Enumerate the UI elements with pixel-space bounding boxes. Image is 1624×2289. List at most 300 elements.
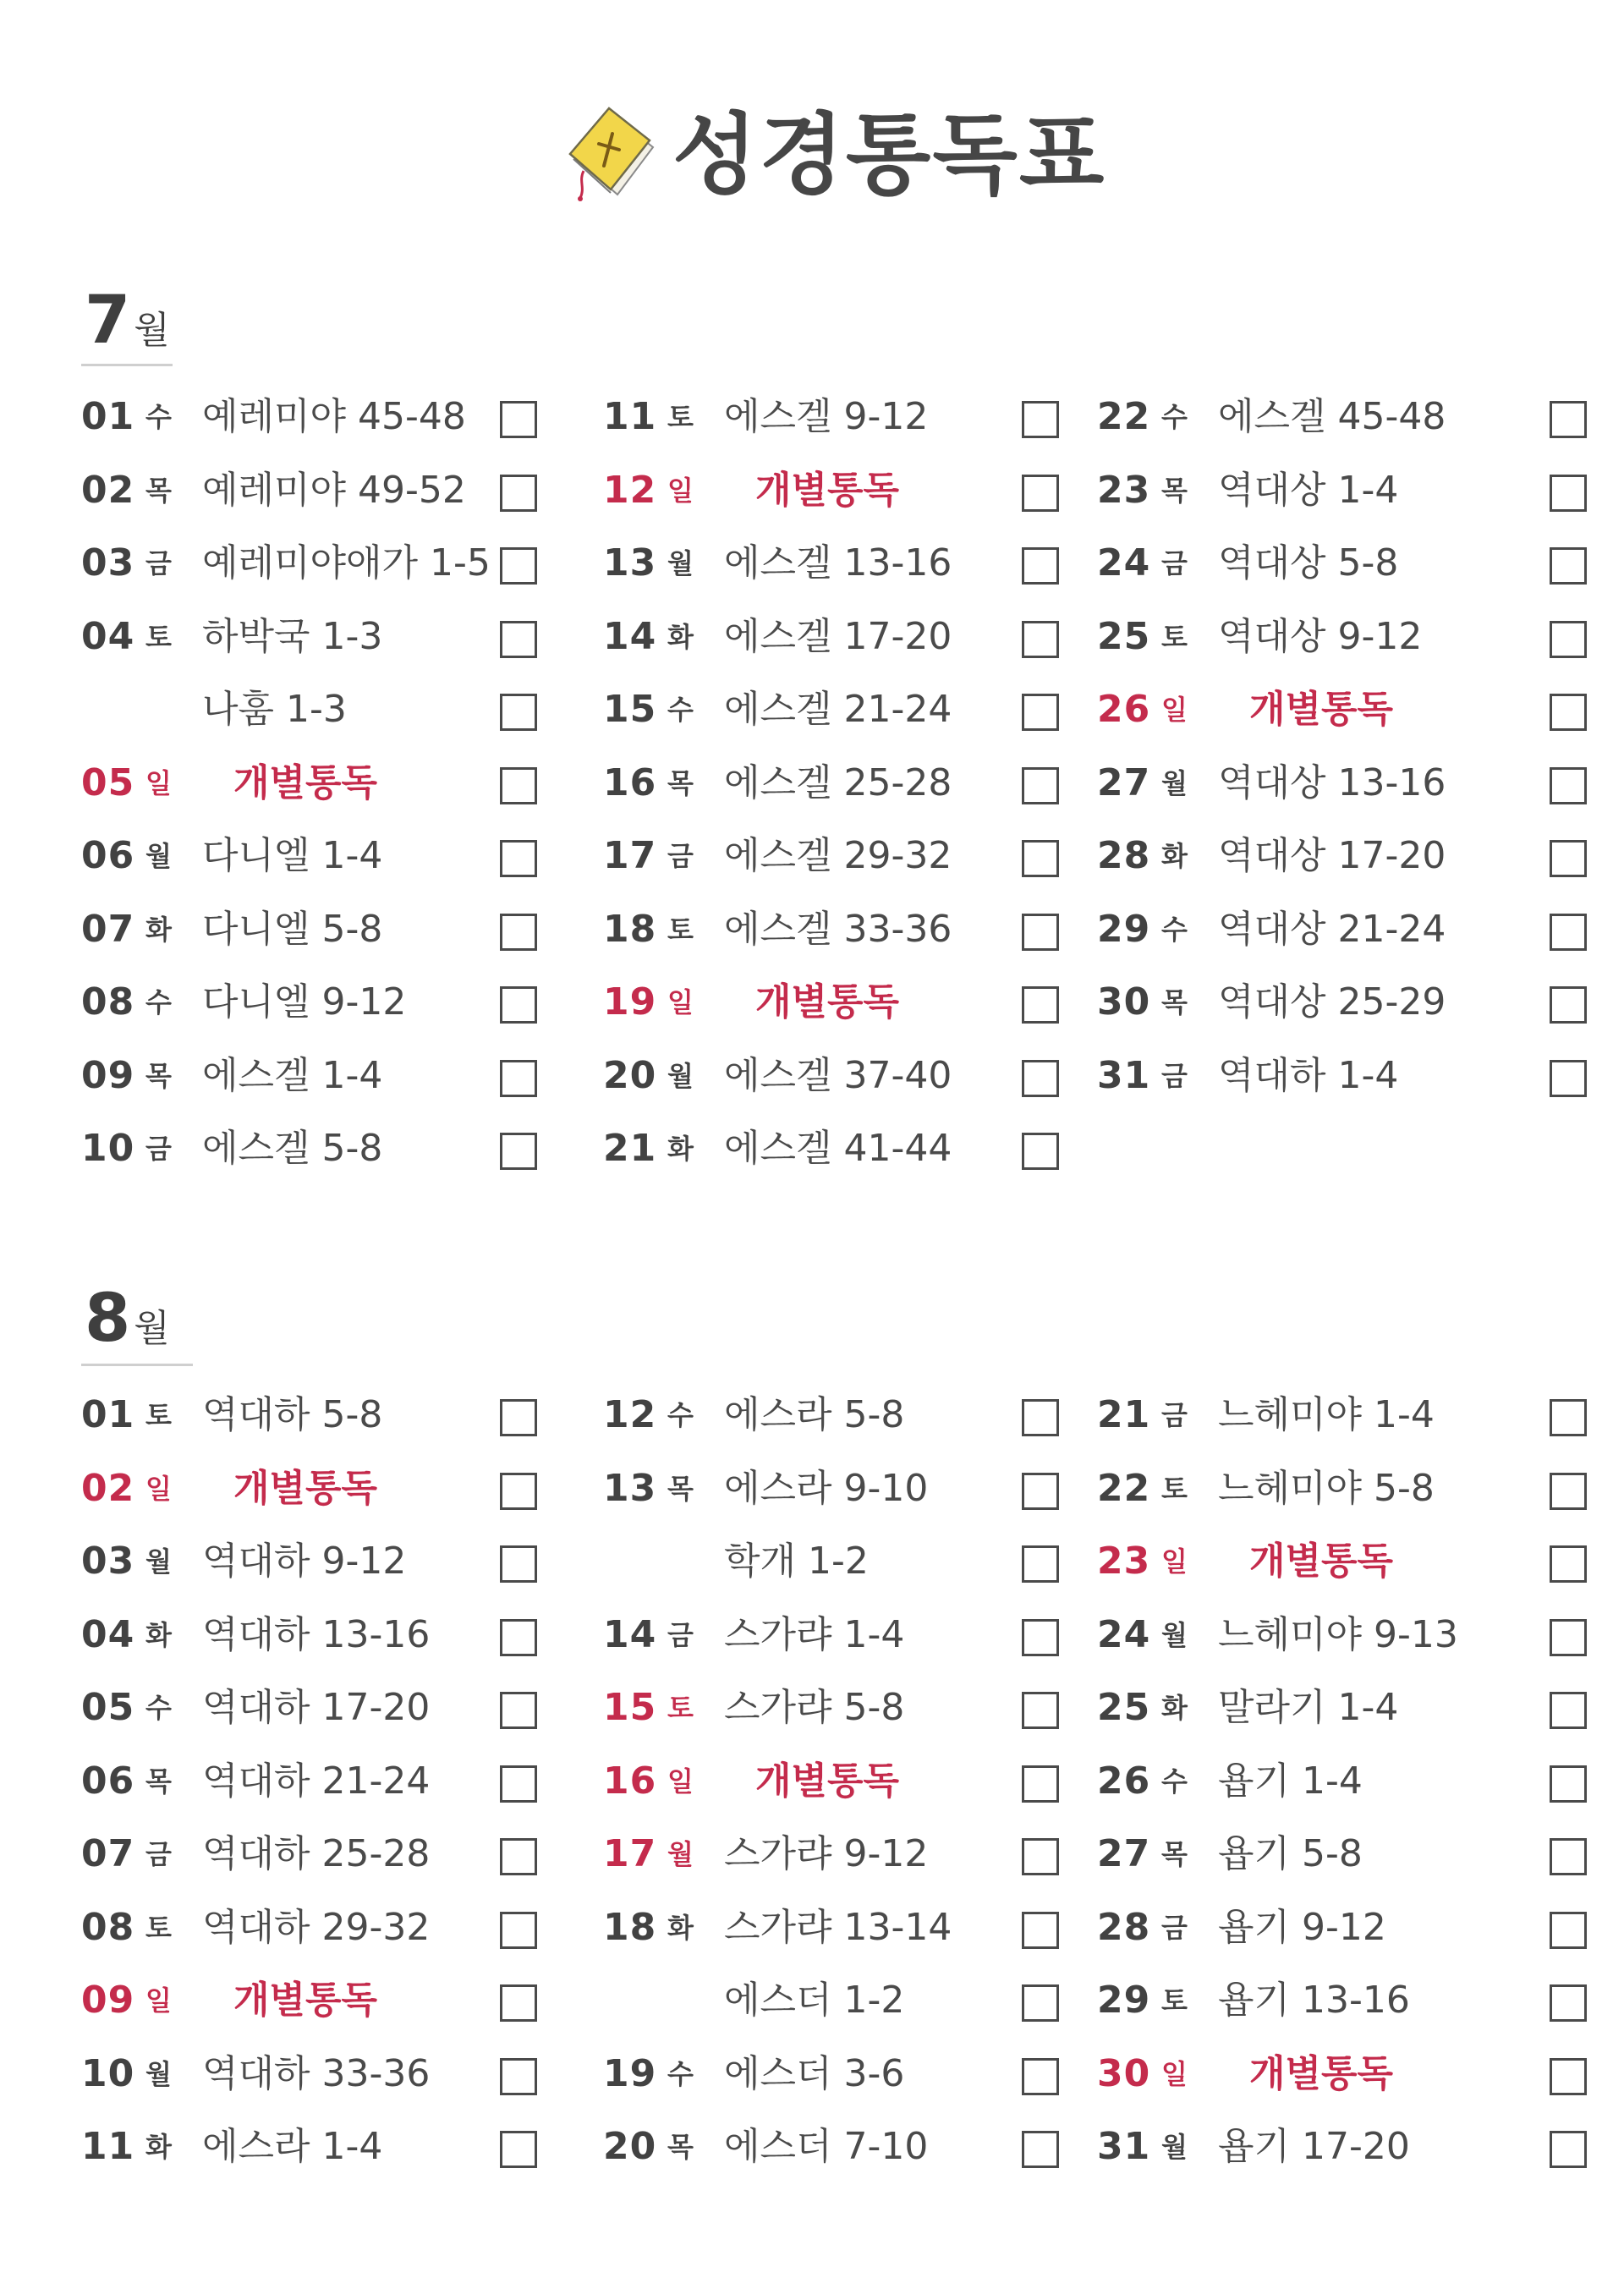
reading-checkbox[interactable] [1022, 694, 1059, 731]
weekday: 수 [1161, 1765, 1188, 1798]
weekday: 월 [1161, 766, 1188, 799]
day-number: 27 [1097, 1832, 1151, 1875]
weekday: 토 [145, 1911, 172, 1944]
weekday: 금 [145, 1133, 172, 1165]
weekday: 수 [145, 1692, 172, 1724]
reading-passage: 스가랴 1-4 [724, 1612, 905, 1656]
month-underline [81, 364, 173, 366]
schedule-row [81, 461, 589, 520]
weekday: 금 [145, 547, 172, 579]
schedule-row [81, 2117, 589, 2176]
day-number: 22 [1097, 395, 1151, 438]
reading-checkbox[interactable] [1550, 1060, 1587, 1097]
reading-passage: 다니엘 9-12 [202, 980, 407, 1024]
schedule-row [81, 826, 589, 886]
month-unit: 월 [134, 309, 170, 352]
reading-checkbox[interactable] [1022, 986, 1059, 1024]
weekday: 금 [1161, 547, 1188, 579]
schedule-row [603, 826, 1111, 886]
individual-reading-label: 개별통독 [1249, 1540, 1394, 1583]
reading-passage: 역대하 17-20 [202, 1686, 431, 1729]
schedule-row [1097, 1825, 1605, 1884]
schedule-row [81, 1825, 589, 1884]
day-number: 13 [603, 1466, 657, 1510]
weekday: 금 [145, 1838, 172, 1870]
individual-reading-label: 개별통독 [233, 1979, 378, 2022]
day-number: 24 [1097, 541, 1151, 585]
reading-passage: 역대하 5-8 [202, 1393, 383, 1436]
weekday: 일 [667, 474, 694, 507]
day-number: 13 [603, 541, 657, 585]
reading-passage: 에스라 5-8 [724, 1393, 905, 1436]
reading-checkbox[interactable] [500, 1060, 537, 1097]
weekday: 금 [1161, 1911, 1188, 1944]
reading-passage: 에스더 7-10 [724, 2125, 929, 2168]
weekday: 월 [667, 1059, 694, 1092]
weekday: 목 [145, 474, 172, 507]
reading-checkbox[interactable] [1550, 2131, 1587, 2168]
schedule-row [603, 1678, 1111, 1737]
weekday: 목 [145, 1059, 172, 1092]
weekday: 화 [145, 1618, 172, 1651]
reading-checkbox[interactable] [500, 621, 537, 658]
weekday: 월 [667, 547, 694, 579]
schedule-row [603, 607, 1111, 667]
reading-passage: 역대하 29-32 [202, 1905, 431, 1949]
individual-reading-label: 개별통독 [755, 468, 900, 512]
individual-reading-label: 개별통독 [233, 1466, 378, 1510]
day-number: 16 [603, 760, 657, 804]
reading-checkbox[interactable] [500, 401, 537, 438]
reading-checkbox[interactable] [1022, 2131, 1059, 2168]
reading-checkbox[interactable] [1550, 475, 1587, 512]
schedule-row [81, 1971, 589, 2030]
weekday: 토 [667, 913, 694, 946]
reading-checkbox[interactable] [1022, 1838, 1059, 1875]
weekday: 목 [667, 2131, 694, 2163]
reading-checkbox[interactable] [500, 1838, 537, 1875]
day-number: 20 [603, 1053, 657, 1097]
day-number: 15 [603, 1686, 657, 1729]
reading-passage: 학개 1-2 [724, 1540, 869, 1583]
reading-passage: 느헤미야 1-4 [1218, 1393, 1435, 1436]
schedule-row [81, 1678, 589, 1737]
day-number: 22 [1097, 1466, 1151, 1510]
reading-passage: 역대상 17-20 [1218, 834, 1446, 877]
weekday: 수 [145, 986, 172, 1018]
weekday: 화 [145, 2131, 172, 2163]
schedule-row [603, 2045, 1111, 2104]
day-number: 04 [81, 1612, 135, 1656]
day-number: 07 [81, 1832, 135, 1875]
reading-passage: 에스겔 9-12 [724, 395, 929, 438]
schedule-row [1097, 1752, 1605, 1811]
schedule-row [603, 900, 1111, 959]
reading-checkbox[interactable] [500, 840, 537, 877]
reading-passage: 역대상 5-8 [1218, 541, 1399, 585]
day-number: 19 [603, 2051, 657, 2095]
reading-checkbox[interactable] [1022, 547, 1059, 585]
weekday: 월 [145, 2057, 172, 2090]
reading-checkbox[interactable] [1550, 1838, 1587, 1875]
reading-checkbox[interactable] [500, 2131, 537, 2168]
schedule-row [603, 1532, 1111, 1591]
day-number: 10 [81, 1127, 135, 1170]
reading-passage: 예레미야애가 1-5 [202, 541, 491, 585]
weekday: 수 [145, 401, 172, 433]
weekday: 토 [667, 401, 694, 433]
month-title-august [85, 1281, 170, 1357]
day-number: 25 [1097, 614, 1151, 658]
schedule-row [81, 1459, 589, 1518]
reading-checkbox[interactable] [1550, 1912, 1587, 1949]
reading-passage: 에스겔 17-20 [724, 614, 952, 658]
weekday: 금 [667, 1618, 694, 1651]
reading-checkbox[interactable] [1022, 2058, 1059, 2095]
day-number: 16 [603, 1759, 657, 1803]
reading-passage: 에스겔 29-32 [724, 834, 952, 877]
reading-passage: 느헤미야 5-8 [1218, 1466, 1435, 1510]
reading-checkbox[interactable] [1022, 1619, 1059, 1656]
reading-checkbox[interactable] [1550, 914, 1587, 951]
day-number: 23 [1097, 468, 1151, 512]
reading-checkbox[interactable] [1550, 547, 1587, 585]
day-number: 29 [1097, 1979, 1151, 2022]
schedule-row [603, 461, 1111, 520]
day-number: 03 [81, 541, 135, 585]
weekday: 토 [145, 1399, 172, 1431]
month-underline [81, 1364, 193, 1366]
reading-checkbox[interactable] [500, 547, 537, 585]
schedule-row [1097, 387, 1605, 447]
weekday: 수 [667, 1399, 694, 1431]
schedule-row [81, 973, 589, 1032]
day-number: 30 [1097, 2051, 1151, 2095]
weekday: 일 [145, 1472, 172, 1505]
reading-checkbox[interactable] [500, 914, 537, 951]
reading-checkbox[interactable] [1550, 2058, 1587, 2095]
weekday: 일 [667, 986, 694, 1018]
reading-checkbox[interactable] [500, 1133, 537, 1170]
reading-passage: 느헤미야 9-13 [1218, 1612, 1458, 1656]
reading-checkbox[interactable] [500, 767, 537, 804]
reading-passage: 에스겔 1-4 [202, 1053, 383, 1097]
schedule-row [81, 534, 589, 593]
schedule-row [603, 1386, 1111, 1445]
schedule-row [603, 534, 1111, 593]
day-number: 01 [81, 1393, 135, 1436]
reading-passage: 욥기 1-4 [1218, 1759, 1363, 1803]
reading-checkbox[interactable] [1550, 694, 1587, 731]
weekday: 수 [1161, 913, 1188, 946]
weekday: 토 [145, 620, 172, 653]
reading-checkbox[interactable] [1022, 1692, 1059, 1729]
schedule-row [1097, 461, 1605, 520]
day-number: 18 [603, 907, 657, 951]
schedule-row [81, 1606, 589, 1665]
day-number: 18 [603, 1905, 657, 1949]
schedule-row [81, 1119, 589, 1178]
reading-checkbox[interactable] [1022, 1133, 1059, 1170]
weekday: 월 [1161, 1618, 1188, 1651]
day-number: 02 [81, 468, 135, 512]
individual-reading-label: 개별통독 [233, 760, 378, 804]
day-number: 24 [1097, 1612, 1151, 1656]
schedule-row [1097, 1678, 1605, 1737]
weekday: 토 [1161, 1472, 1188, 1505]
reading-checkbox[interactable] [1550, 767, 1587, 804]
reading-checkbox[interactable] [1550, 840, 1587, 877]
reading-checkbox[interactable] [1022, 1984, 1059, 2022]
reading-passage: 하박국 1-3 [202, 614, 383, 658]
weekday: 금 [667, 840, 694, 872]
schedule-row [1097, 754, 1605, 813]
day-number: 10 [81, 2051, 135, 2095]
reading-passage: 역대하 9-12 [202, 1540, 407, 1583]
reading-checkbox[interactable] [1550, 1619, 1587, 1656]
weekday: 수 [667, 694, 694, 726]
day-number: 17 [603, 1832, 657, 1875]
schedule-row [603, 1825, 1111, 1884]
reading-checkbox[interactable] [1550, 1545, 1587, 1583]
day-number: 04 [81, 614, 135, 658]
reading-passage: 에스겔 41-44 [724, 1127, 952, 1170]
reading-checkbox[interactable] [500, 1984, 537, 2022]
reading-passage: 다니엘 5-8 [202, 907, 383, 951]
reading-checkbox[interactable] [500, 2058, 537, 2095]
schedule-row [1097, 1606, 1605, 1665]
day-number: 30 [1097, 980, 1151, 1024]
reading-passage: 에스겔 13-16 [724, 541, 952, 585]
schedule-row [81, 1386, 589, 1445]
schedule-row [81, 680, 589, 739]
reading-passage: 에스더 3-6 [724, 2051, 905, 2095]
weekday: 목 [145, 1765, 172, 1798]
reading-checkbox[interactable] [500, 1765, 537, 1803]
reading-passage: 에스라 1-4 [202, 2125, 383, 2168]
reading-passage: 에스겔 33-36 [724, 907, 952, 951]
schedule-row [1097, 2117, 1605, 2176]
reading-checkbox[interactable] [1022, 475, 1059, 512]
weekday: 금 [1161, 1059, 1188, 1092]
day-number: 21 [1097, 1393, 1151, 1436]
schedule-row [1097, 1532, 1605, 1591]
day-number: 05 [81, 1686, 135, 1729]
schedule-row [1097, 1971, 1605, 2030]
day-number: 11 [81, 2125, 135, 2168]
schedule-row [603, 1046, 1111, 1106]
day-number: 19 [603, 980, 657, 1024]
individual-reading-label: 개별통독 [1249, 2051, 1394, 2095]
reading-checkbox[interactable] [1550, 1692, 1587, 1729]
reading-checkbox[interactable] [500, 475, 537, 512]
schedule-row [603, 680, 1111, 739]
bible-book-icon [562, 103, 663, 203]
reading-passage: 스가랴 5-8 [724, 1686, 905, 1729]
weekday: 월 [1161, 2131, 1188, 2163]
reading-checkbox[interactable] [1022, 1473, 1059, 1510]
day-number: 14 [603, 614, 657, 658]
reading-passage: 역대상 13-16 [1218, 760, 1446, 804]
schedule-row [81, 387, 589, 447]
weekday: 토 [1161, 1984, 1188, 2017]
reading-checkbox[interactable] [1022, 401, 1059, 438]
weekday: 일 [1161, 694, 1188, 726]
schedule-row [1097, 607, 1605, 667]
day-number: 17 [603, 834, 657, 877]
schedule-row [603, 1459, 1111, 1518]
reading-checkbox[interactable] [1550, 1473, 1587, 1510]
day-number: 15 [603, 688, 657, 731]
reading-checkbox[interactable] [1022, 621, 1059, 658]
reading-checkbox[interactable] [500, 694, 537, 731]
day-number: 25 [1097, 1686, 1151, 1729]
schedule-row [603, 1971, 1111, 2030]
schedule-row [1097, 534, 1605, 593]
weekday: 화 [667, 620, 694, 653]
reading-checkbox[interactable] [1022, 1399, 1059, 1436]
reading-passage: 역대상 25-29 [1218, 980, 1446, 1024]
reading-checkbox[interactable] [1022, 914, 1059, 951]
schedule-row [81, 1752, 589, 1811]
reading-passage: 에스겔 37-40 [724, 1053, 952, 1097]
reading-passage: 역대하 33-36 [202, 2051, 431, 2095]
reading-passage: 에스겔 5-8 [202, 1127, 383, 1170]
reading-checkbox[interactable] [1550, 1765, 1587, 1803]
reading-passage: 에스겔 21-24 [724, 688, 952, 731]
reading-checkbox[interactable] [1022, 840, 1059, 877]
weekday: 월 [667, 1838, 694, 1870]
day-number: 28 [1097, 834, 1151, 877]
schedule-row [81, 2045, 589, 2104]
reading-checkbox[interactable] [1550, 1984, 1587, 2022]
reading-passage: 욥기 13-16 [1218, 1979, 1410, 2022]
reading-checkbox[interactable] [1550, 1399, 1587, 1436]
schedule-row [603, 1752, 1111, 1811]
weekday: 화 [1161, 840, 1188, 872]
weekday: 목 [1161, 986, 1188, 1018]
weekday: 화 [667, 1133, 694, 1165]
day-number: 29 [1097, 907, 1151, 951]
reading-checkbox[interactable] [1022, 1545, 1059, 1583]
reading-passage: 예레미야 49-52 [202, 468, 466, 512]
reading-passage: 욥기 17-20 [1218, 2125, 1410, 2168]
schedule-row [81, 607, 589, 667]
reading-checkbox[interactable] [500, 1912, 537, 1949]
weekday: 수 [1161, 401, 1188, 433]
weekday: 목 [667, 1472, 694, 1505]
day-number: 05 [81, 760, 135, 804]
day-number: 11 [603, 395, 657, 438]
schedule-row [1097, 1386, 1605, 1445]
reading-checkbox[interactable] [500, 1399, 537, 1436]
weekday: 토 [1161, 620, 1188, 653]
page-title: 성경통독표 [672, 103, 1106, 206]
reading-passage: 에스더 1-2 [724, 1979, 905, 2022]
schedule-row [1097, 973, 1605, 1032]
day-number: 26 [1097, 688, 1151, 731]
weekday: 일 [145, 1984, 172, 2017]
reading-passage: 역대상 1-4 [1218, 468, 1399, 512]
weekday: 목 [667, 766, 694, 799]
reading-passage: 말라기 1-4 [1218, 1686, 1399, 1729]
reading-passage: 역대하 21-24 [202, 1759, 431, 1803]
day-number: 31 [1097, 2125, 1151, 2168]
day-number: 08 [81, 1905, 135, 1949]
reading-checkbox[interactable] [500, 1619, 537, 1656]
schedule-row [1097, 2045, 1605, 2104]
schedule-row [603, 387, 1111, 447]
reading-checkbox[interactable] [1022, 1765, 1059, 1803]
reading-passage: 예레미야 45-48 [202, 395, 466, 438]
day-number: 31 [1097, 1053, 1151, 1097]
reading-checkbox[interactable] [1550, 401, 1587, 438]
reading-passage: 스가랴 13-14 [724, 1905, 952, 1949]
reading-passage: 역대하 13-16 [202, 1612, 431, 1656]
reading-checkbox[interactable] [500, 1473, 537, 1510]
day-number: 20 [603, 2125, 657, 2168]
day-number: 07 [81, 907, 135, 951]
reading-checkbox[interactable] [1550, 986, 1587, 1024]
reading-checkbox[interactable] [1022, 1912, 1059, 1949]
day-number: 27 [1097, 760, 1151, 804]
schedule-row [603, 754, 1111, 813]
schedule-row [603, 1606, 1111, 1665]
schedule-row [81, 900, 589, 959]
day-number: 26 [1097, 1759, 1151, 1803]
page-header [0, 0, 1624, 220]
reading-passage: 에스겔 25-28 [724, 760, 952, 804]
weekday: 금 [1161, 1399, 1188, 1431]
reading-passage: 나훔 1-3 [202, 688, 347, 731]
weekday: 월 [145, 840, 172, 872]
day-number: 12 [603, 1393, 657, 1436]
weekday: 수 [667, 2057, 694, 2090]
reading-checkbox[interactable] [1550, 621, 1587, 658]
schedule-row [603, 1898, 1111, 1957]
reading-passage: 역대하 1-4 [1218, 1053, 1399, 1097]
day-number: 09 [81, 1053, 135, 1097]
schedule-row [1097, 900, 1605, 959]
schedule-row [603, 973, 1111, 1032]
reading-checkbox[interactable] [1022, 1060, 1059, 1097]
day-number: 01 [81, 395, 135, 438]
weekday: 일 [667, 1765, 694, 1798]
reading-checkbox[interactable] [500, 1692, 537, 1729]
weekday: 화 [1161, 1692, 1188, 1724]
schedule-row [603, 1119, 1111, 1178]
schedule-row [1097, 826, 1605, 886]
day-number: 06 [81, 1759, 135, 1803]
schedule-row [1097, 1459, 1605, 1518]
day-number: 14 [603, 1612, 657, 1656]
schedule-row [1097, 680, 1605, 739]
reading-checkbox[interactable] [500, 986, 537, 1024]
individual-reading-label: 개별통독 [755, 980, 900, 1024]
reading-passage: 역대상 9-12 [1218, 614, 1423, 658]
reading-passage: 다니엘 1-4 [202, 834, 383, 877]
month-number: 7 [85, 283, 131, 359]
day-number: 23 [1097, 1540, 1151, 1583]
reading-passage: 에스라 9-10 [724, 1466, 929, 1510]
reading-checkbox[interactable] [500, 1545, 537, 1583]
weekday: 토 [667, 1692, 694, 1724]
reading-checkbox[interactable] [1022, 767, 1059, 804]
month-title-july [85, 283, 170, 359]
reading-passage: 에스겔 45-48 [1218, 395, 1446, 438]
day-number: 12 [603, 468, 657, 512]
schedule-row [1097, 1898, 1605, 1957]
